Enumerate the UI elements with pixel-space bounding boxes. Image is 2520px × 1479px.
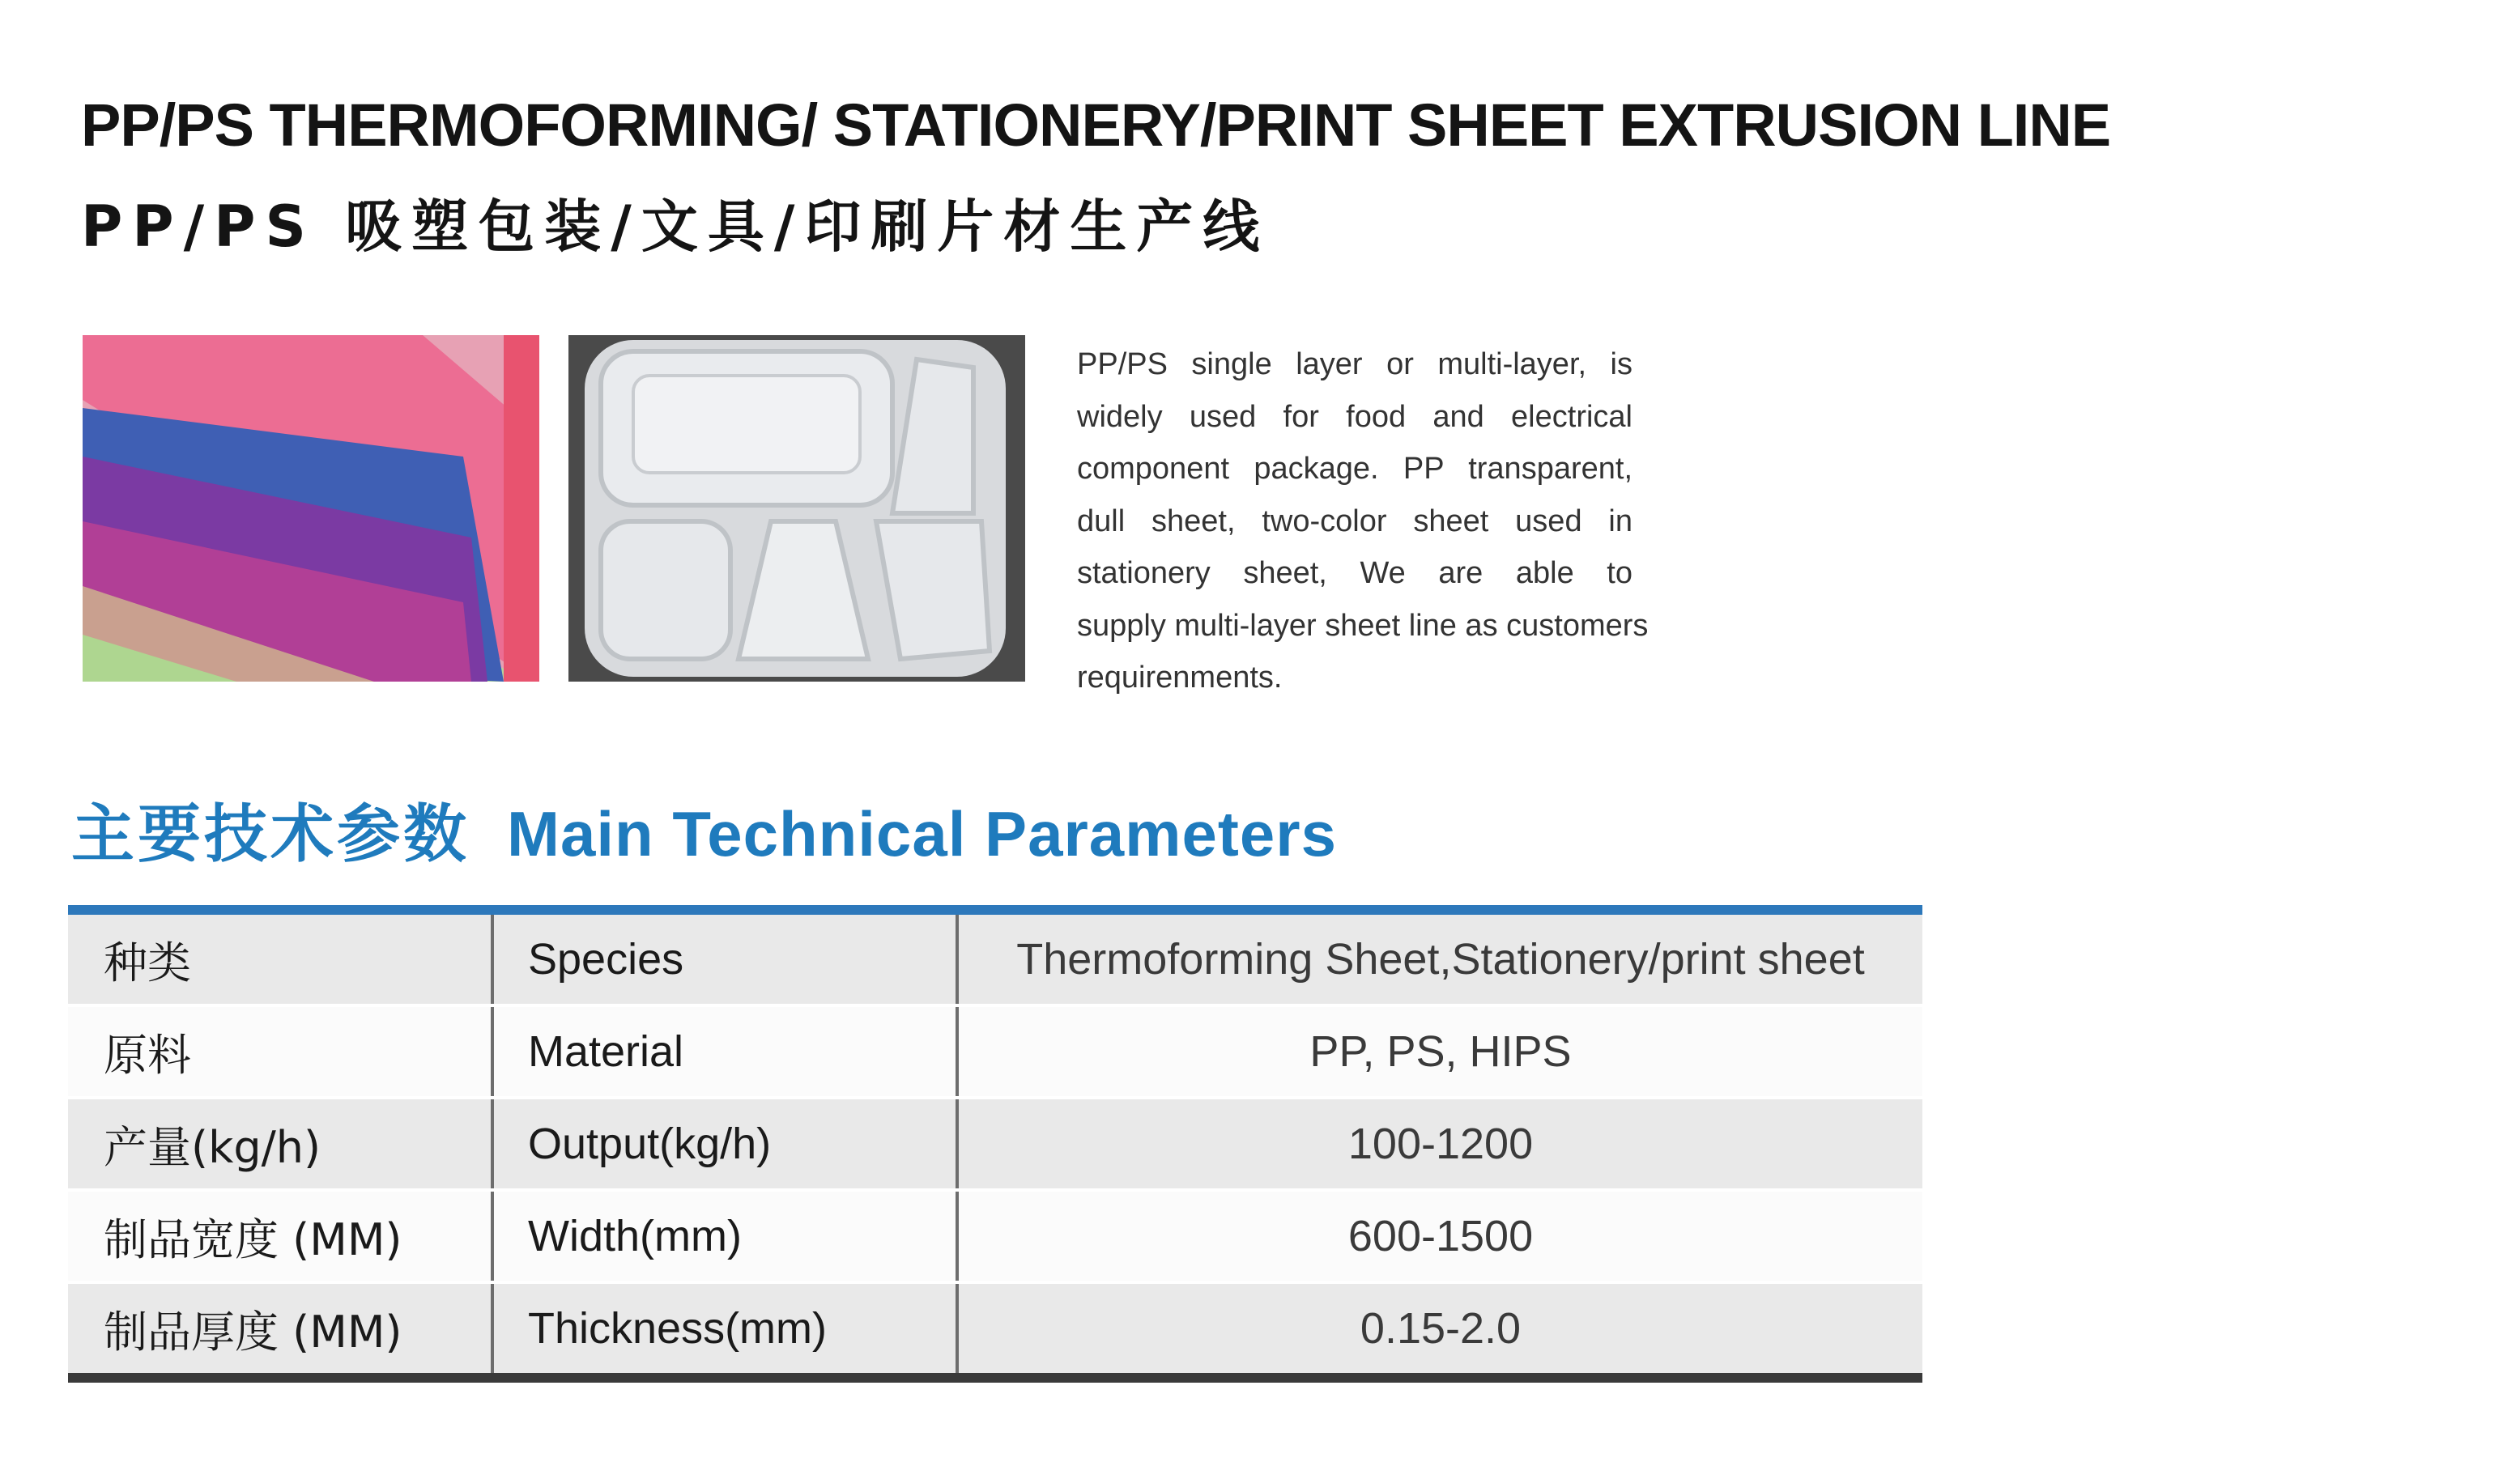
param-value: 0.15-2.0: [957, 1282, 1922, 1373]
description-line: supply multi-layer sheet line as customers: [1077, 608, 1649, 643]
description-line: dull sheet, two-color sheet used in: [1077, 504, 1632, 538]
param-value: 600-1500: [957, 1190, 1922, 1282]
product-description: [1077, 338, 1725, 704]
page-title-chinese: PP/PS 吸塑包装/文具/印刷片材生产线: [81, 193, 1270, 260]
param-en-label: Thickness(mm): [492, 1282, 957, 1373]
table-row: [68, 1098, 1922, 1190]
param-cn-label: 种类: [68, 915, 492, 1005]
section-heading: [71, 784, 1337, 874]
description-line: stationery sheet, We are able to: [1077, 556, 1632, 590]
table-bottom-rule: [68, 1373, 1922, 1383]
description-line: widely used for food and electrical: [1077, 399, 1632, 434]
description-line: requirenments.: [1077, 661, 1283, 695]
param-cn-label: 原料: [68, 1005, 492, 1098]
param-value: 100-1200: [957, 1098, 1922, 1190]
param-en-label: Width(mm): [492, 1190, 957, 1282]
table-row: [68, 1190, 1922, 1282]
param-en-label: Material: [492, 1005, 957, 1098]
parameters-table: [68, 905, 1922, 1383]
param-value: PP, PS, HIPS: [957, 1005, 1922, 1098]
param-cn-label: 制品厚度 (MM): [68, 1282, 492, 1373]
description-line: PP/PS single layer or multi-layer, is: [1077, 347, 1632, 381]
param-cn-label: 产量(kg/h): [68, 1098, 492, 1190]
food-tray-image: [568, 335, 1025, 682]
table-row: [68, 915, 1922, 1005]
table-top-rule: [68, 905, 1922, 915]
colored-sheets-image: [83, 335, 539, 682]
table-row: [68, 1282, 1922, 1373]
section-heading-english: Main Technical Parameters: [507, 798, 1337, 869]
param-en-label: Species: [492, 915, 957, 1005]
page-title-english: PP/PS THERMOFORMING/ STATIONERY/PRINT SHEET EXTRUSION LINE: [81, 91, 2111, 159]
param-en-label: Output(kg/h): [492, 1098, 957, 1190]
table-row: [68, 1005, 1922, 1098]
description-line: component package. PP transparent,: [1077, 452, 1632, 486]
section-heading-chinese: 主要技术参数: [71, 798, 470, 871]
param-value: Thermoforming Sheet,Stationery/print sheet: [957, 915, 1922, 1005]
param-cn-label: 制品宽度 (MM): [68, 1190, 492, 1282]
